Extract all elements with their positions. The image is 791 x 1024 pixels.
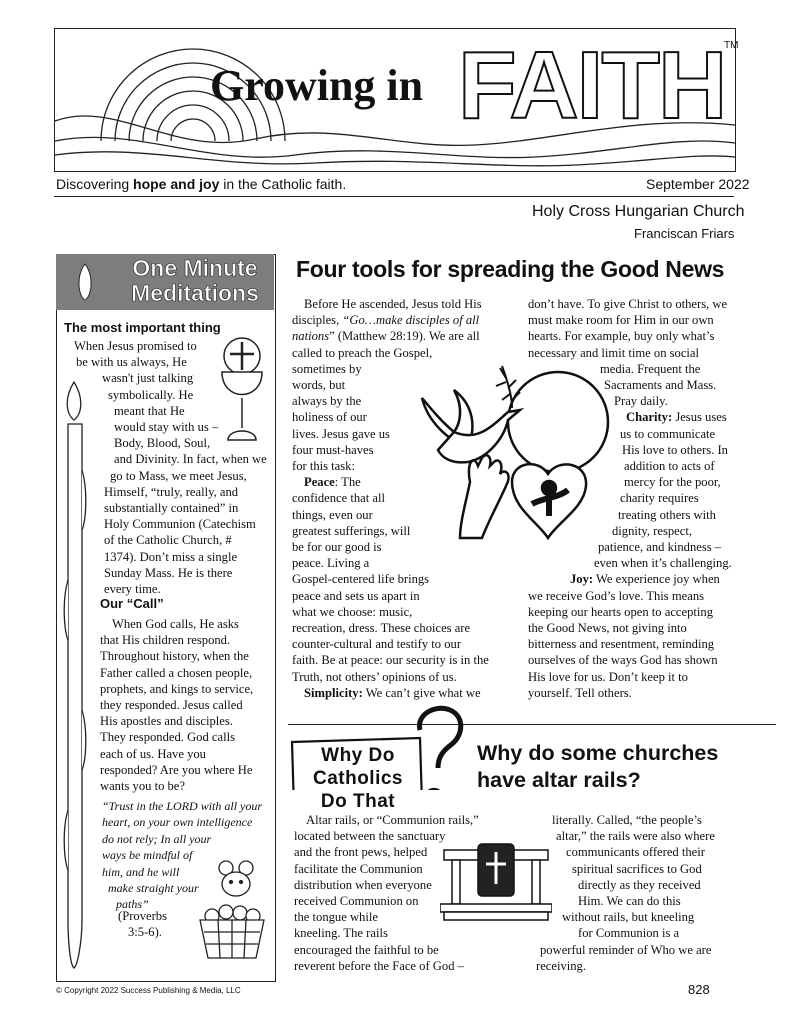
text-line: what we choose: music, [292, 604, 413, 619]
masthead-title-faith: FAITH [458, 32, 726, 139]
trademark-mark: TM [724, 40, 739, 51]
text-line: for this task: [292, 459, 355, 474]
text-line: meant that He [114, 403, 185, 418]
text-line: necessary and limit time on social [528, 345, 700, 360]
text-line: peace and sets us apart in [292, 588, 420, 603]
friars-name: Franciscan Friars [634, 226, 735, 241]
text-line: treating others with [618, 507, 716, 522]
text-line-italic: “Go…make disciples of all [342, 313, 480, 328]
text-line: Before He ascended, Jesus told His [304, 297, 482, 311]
article-column-1: Before He ascended, Jesus told His disciples, “Go…make disciples of all nations” (Matthew 28:19). We are all called to preach the Gospel, sometimes by words, but always by the holiness of our lives. Jesus gave us four must-haves for this task: Peace: The confidence that all things, even our greatest sufferings, will be for our good is peace. Living a Gospel-centered life brings peace and sets us apart in what we choose: music, recreation, dress. These choices are counter-cultural and testify to our faith. Be at peace: our security is in the Truth, not others’ opinions of us. Simplicity: We can’t give what we [292, 296, 522, 701]
text-line: : The [334, 475, 361, 490]
text-line: have altar rails? [477, 768, 641, 792]
text-line: keeping our hearts open to accepting [528, 604, 713, 619]
text-line: Sunday Mass. He is there [104, 565, 233, 580]
why-do-catholics-badge [292, 728, 442, 812]
text-line: holiness of our [292, 410, 367, 425]
text-line: media. Frequent the [600, 361, 701, 376]
text-line: and the front pews, helped [294, 845, 428, 860]
text-line: without rails, but kneeling [562, 910, 695, 925]
text-line: each of us. Have you [100, 746, 206, 761]
text-line: Himself, “truly, really, and [104, 484, 239, 499]
text-line: Altar rails, or “Communion rails,” [306, 813, 479, 827]
text-line: paths” [116, 897, 149, 912]
text-line: (Proverbs [118, 909, 167, 923]
text-line: charity requires [620, 491, 699, 506]
text-line: Why do some churches [477, 741, 719, 765]
text-line: distribution when everyone [294, 877, 432, 892]
text-line: hearts. For example, buy only what’s [528, 329, 715, 344]
mouse-fruit-basket-icon [196, 858, 268, 962]
text-line: kneeling. The rails [294, 926, 388, 941]
text-line: 3:5-6). [128, 925, 162, 940]
text-line: literally. Called, “the people’s [552, 813, 702, 827]
text-line: prophets, and kings to service, [100, 681, 254, 696]
term-simplicity: Simplicity: [304, 685, 363, 700]
text-line: faith. Be at peace: our security is in the [292, 653, 489, 668]
text-line: be for our good is [292, 540, 382, 555]
text-line: encouraged the faithful to be [294, 942, 439, 957]
text-line: Father called a chosen people, [100, 665, 253, 680]
meditation-section-2 [100, 596, 270, 794]
text-line: they responded. Jesus called [100, 698, 243, 713]
text-line: Why Do [321, 745, 395, 766]
text-line: responded? Are you where He [100, 762, 253, 777]
text-line: powerful reminder of Who we are [540, 942, 712, 957]
text-line: received Communion on [294, 894, 419, 909]
text-line: confidence that all [292, 491, 386, 506]
text-line: reverent before the Face of God – [294, 958, 464, 973]
tagline: Discovering hope and joy in the Catholic faith. [56, 176, 347, 192]
text-line: disciples, [292, 313, 343, 328]
text-line: bitterness and resentment, reminding [528, 637, 715, 652]
text-line: addition to acts of [624, 459, 715, 474]
text-line: wasn't just talking [102, 371, 194, 386]
text-line: patience, and kindness – [598, 540, 722, 555]
header-divider [54, 196, 734, 197]
text-line: They responded. God calls [100, 730, 235, 745]
text-line: for Communion is a [578, 926, 680, 941]
text-line: Catholics [312, 768, 404, 789]
text-line: lives. Jesus gave us [292, 426, 390, 441]
text-line: dignity, respect, [612, 523, 692, 538]
text-line: His apostles and disciples. [100, 714, 233, 729]
meditation-heading-2: Our “Call” [100, 596, 164, 611]
text-line: Body, Blood, Soul, [114, 436, 211, 451]
text-line: greatest sufferings, will [292, 523, 411, 538]
text-line: Gospel-centered life brings [292, 572, 430, 587]
text-line: mercy for the poor, [624, 475, 721, 490]
text-line: go to Mass, we meet Jesus, [110, 468, 247, 483]
text-line: When Jesus promised to [74, 339, 197, 353]
scripture-citation [118, 908, 188, 940]
term-charity: Charity: [626, 410, 673, 425]
text-line: and Divinity. In fact, when we [114, 452, 267, 467]
text-line: Him. We can do this [578, 894, 681, 909]
text-line: facilitate the Communion [294, 861, 423, 876]
text-line: counter-cultural and testify to our [292, 637, 462, 652]
copyright-notice: © Copyright 2022 Success Publishing & Media, LLC [56, 986, 241, 995]
church-name: Holy Cross Hungarian Church [532, 203, 745, 220]
text-line: would stay with us – [114, 420, 219, 435]
text-line: always by the [292, 394, 362, 409]
text-line: ourselves of the ways God has shown [528, 653, 718, 668]
text-line: spiritual sacrifices to God [572, 861, 702, 876]
text-line: We experience joy when [593, 572, 720, 587]
text-line: the tongue while [294, 910, 378, 925]
text-line: “Trust in the LORD with all your [102, 799, 263, 813]
text-line: Truth, not others’ opinions of us. [292, 669, 457, 684]
text-line: things, even our [292, 507, 373, 522]
text-line: Throughout history, when the [100, 649, 249, 664]
masthead-title-growing: Growing in [210, 61, 424, 110]
candle-flame-icon [74, 262, 96, 302]
text-line: every time. [104, 582, 161, 597]
dove-hand-heart-illustration [408, 362, 620, 550]
article-title: Four tools for spreading the Good News [296, 256, 725, 282]
text-line: altar,” the rails were also where [556, 829, 715, 844]
text-line: called to preach the Gospel, [292, 345, 433, 360]
term-joy: Joy: [570, 572, 594, 587]
chalice-host-icon [214, 332, 270, 448]
issue-date: September 2022 [646, 176, 750, 192]
text-line: wants you to be? [100, 779, 185, 794]
text-line: make straight your [108, 881, 199, 896]
text-line: His love to others. In [622, 442, 728, 457]
text-line: Pray daily. [614, 394, 668, 409]
text-line: us to communicate [620, 426, 716, 441]
term-peace: Peace [304, 475, 335, 490]
text-line: sometimes by [292, 361, 362, 376]
meditation-heading-1: The most important thing [64, 320, 221, 335]
page-number: 828 [688, 982, 710, 997]
text-line: Sacraments and Mass. [604, 378, 717, 393]
text-line: located between the sanctuary [294, 829, 446, 844]
text-line: directly as they received [578, 877, 701, 892]
text-line: yourself. Tell others. [528, 685, 632, 700]
text-line: must make room for Him in our own [528, 313, 714, 328]
text-line: We can’t give what we [362, 685, 481, 700]
text-line: we receive God’s love. This means [528, 588, 705, 603]
text-line: of the Catholic Church, # [104, 533, 232, 548]
text-line: that His children respond. [100, 633, 231, 648]
text-line: do not rely; In all your [102, 831, 212, 846]
text-line: When God calls, He asks [112, 617, 239, 631]
text-line: words, but [292, 378, 346, 393]
why-column-2 [536, 812, 756, 974]
text-line: symbolically. He [108, 387, 194, 402]
text-line: Holy Communion (Catechism [104, 517, 256, 532]
text-line: don’t have. To give Christ to others, we [528, 297, 728, 311]
text-line: four must-haves [292, 442, 374, 457]
text-line: recreation, dress. These choices are [292, 621, 471, 636]
text-line: Jesus uses [672, 410, 727, 425]
text-line: substantially contained” in [104, 501, 239, 516]
text-line: the Good News, not giving into [528, 621, 687, 636]
text-line: heart, on your own intelligence [102, 815, 253, 830]
text-line: even when it’s challenging. [594, 556, 732, 571]
text-line: him, and he will [102, 864, 180, 879]
text-line: peace. Living a [292, 556, 370, 571]
text-line: His love for us. Don’t keep it to [528, 669, 688, 684]
why-badge-text [292, 744, 424, 813]
text-line: 1374). Don’t miss a single [104, 549, 238, 564]
text-line: be with us always, He [76, 355, 187, 370]
text-line: receiving. [536, 958, 586, 973]
meditations-title: One Minute Meditations [131, 255, 259, 306]
text-line: ways be mindful of [102, 848, 193, 863]
text-line: communicants offered their [566, 845, 705, 860]
why-title [477, 740, 718, 794]
text-line: Do That [320, 791, 396, 812]
